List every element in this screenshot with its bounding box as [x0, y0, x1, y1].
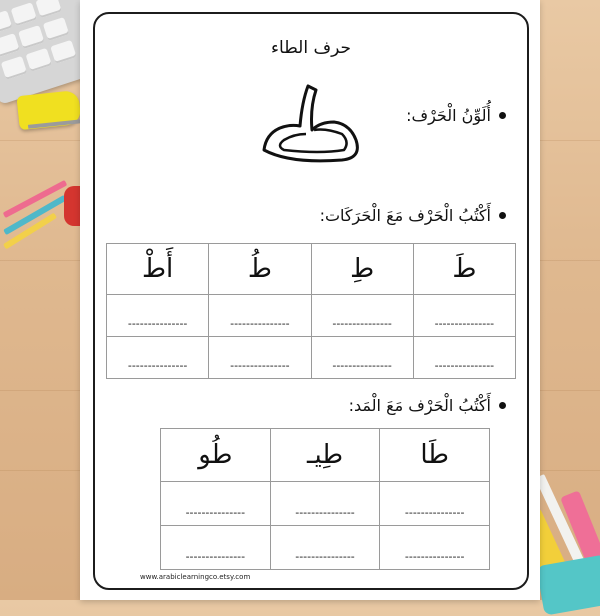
- table-row: [161, 429, 490, 482]
- table-cell: أَطْ: [107, 244, 209, 295]
- writing-line-dashes: ---------------: [404, 550, 465, 563]
- instruction-long-vowels-row: [349, 396, 506, 415]
- writing-line-dashes: ---------------: [332, 359, 392, 372]
- table-cell: طَ: [413, 244, 515, 295]
- table-cell: طِ: [311, 244, 413, 295]
- worksheet-title: حرف الطاء: [271, 38, 351, 58]
- table-cell: طُو: [161, 429, 271, 482]
- outlined-letter-taa: [250, 72, 370, 172]
- writing-line[interactable]: [161, 482, 271, 526]
- bullet-icon: [499, 212, 506, 219]
- bullet-icon: [499, 402, 506, 409]
- writing-line-dashes: ---------------: [295, 506, 355, 519]
- writing-line-dashes: ---------------: [185, 550, 246, 563]
- writing-line[interactable]: [380, 482, 490, 526]
- table-cell: طُ: [209, 244, 311, 295]
- table-row: [161, 482, 490, 526]
- writing-line[interactable]: [311, 295, 413, 337]
- writing-line-dashes: ---------------: [295, 550, 355, 563]
- footer-url: www.arabiclearningco.etsy.com: [140, 573, 251, 581]
- table-row: [107, 244, 516, 295]
- writing-line-dashes: ---------------: [404, 506, 465, 519]
- writing-line[interactable]: [413, 337, 515, 379]
- writing-line[interactable]: [209, 295, 311, 337]
- writing-line-dashes: ---------------: [434, 317, 495, 330]
- writing-line-dashes: ---------------: [230, 317, 290, 330]
- vowels-table: [106, 243, 516, 379]
- instruction-vowels-row: [320, 206, 506, 225]
- writing-line[interactable]: [161, 526, 271, 570]
- writing-line-dashes: ---------------: [127, 317, 188, 330]
- writing-line[interactable]: [270, 526, 380, 570]
- long-vowels-table: [160, 428, 490, 570]
- writing-line-dashes: ---------------: [332, 317, 392, 330]
- writing-line[interactable]: [270, 482, 380, 526]
- instruction-color: أُلَوِّنُ الْحَرْف:: [406, 106, 491, 125]
- writing-line-dashes: ---------------: [434, 359, 495, 372]
- writing-line[interactable]: [107, 295, 209, 337]
- writing-line-dashes: ---------------: [127, 359, 188, 372]
- bullet-icon: [499, 112, 506, 119]
- writing-line[interactable]: [380, 526, 490, 570]
- writing-line-dashes: ---------------: [230, 359, 290, 372]
- writing-line-dashes: ---------------: [185, 506, 246, 519]
- writing-line[interactable]: [209, 337, 311, 379]
- instruction-long-vowels: أَكْتُبُ الْحَرْف مَعَ الْمَد:: [348, 396, 491, 415]
- writing-line[interactable]: [413, 295, 515, 337]
- table-cell: طِيـ: [270, 429, 380, 482]
- table-row: [107, 295, 516, 337]
- table-row: [161, 526, 490, 570]
- instruction-vowels: أَكْتُبُ الْحَرْف مَعَ الْحَرَكَات:: [319, 206, 491, 225]
- writing-line[interactable]: [311, 337, 413, 379]
- table-cell: طَا: [380, 429, 490, 482]
- instruction-color-row: [406, 106, 506, 125]
- writing-line[interactable]: [107, 337, 209, 379]
- table-row: [107, 337, 516, 379]
